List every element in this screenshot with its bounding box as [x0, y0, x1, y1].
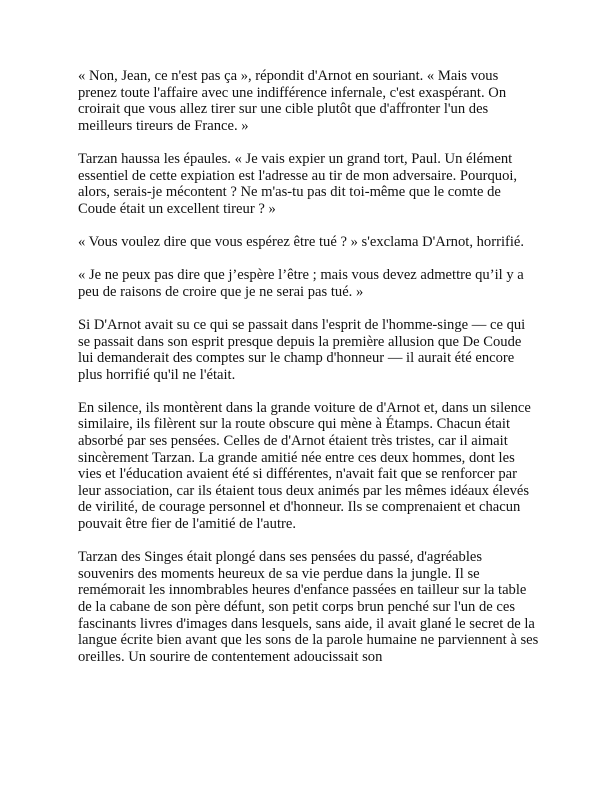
paragraph-3: « Vous voulez dire que vous espérez être tué ? » s'exclama D'Arnot, horrifié. — [78, 233, 525, 250]
paragraph-7: Tarzan des Singes était plongé dans ses pensées du passé, d'agréables souvenirs des moments heureux de sa vie perdue dans la jungle. Il se remémorait les innombrables heures d'enfance passées en tailleur sur la table de la cabane de son père défunt, son petit corps brun penché sur l'un de ces fascinants livres d'images dans lesquels, sans aide, il avait glané le secret de la langue écrite bien avant que les sons de la parole humaine ne parviennent à ses oreilles. Un sourire de contentement adoucissait son — [78, 549, 539, 665]
paragraph-4: « Je ne peux pas dire que j’espère l’être ; mais vous devez admettre qu’il y a peu de raisons de croire que je ne serai pas tué. » — [78, 267, 524, 300]
paragraph-5: Si D'Arnot avait su ce qui se passait dans l'esprit de l'homme-singe — ce qui se passait dans son esprit presque depuis la première allusion que De Coude lui demanderait des comptes sur le champ d'honneur — il aurait été encore plus horrifié qu'il ne l'était. — [78, 316, 526, 383]
paragraph-2: Tarzan haussa les épaules. « Je vais expier un grand tort, Paul. Un élément essentiel de cette expiation est l'adresse au tir de mon adversaire. Pourquoi, alors, serais-je mécontent ? Ne m'as-tu pas dit toi-même que le comte de Coude était un excellent tireur ? » — [78, 150, 518, 217]
paragraph-1: « Non, Jean, ce n'est pas ça », répondit d'Arnot en souriant. « Mais vous prenez toute l'affaire avec une indifférence infernale, c'est exaspérant. On croirait que vous allez tirer sur une cible plutôt que d'affronter l'un des meilleurs tireurs de France. » — [78, 68, 507, 134]
paragraph-6: En silence, ils montèrent dans la grande voiture de d'Arnot et, dans un silence similaire, ils filèrent sur la route obscure qui mène à Étamps. Chacun était absorbé par ses pensées. Celles de d'Arnot étaient très tristes, car il aimait sincèrement Tarzan. La grande amitié née entre ces deux hommes, dont les vies et l'éducation avaient été si différentes, n'avait fait que se renforcer par leur association, car ils étaient tous deux animés par les mêmes idéaux élevés de virilité, de courage personnel et d'honneur. Ils se comprenaient et chacun pouvait être fier de l'amitié de l'autre. — [78, 399, 531, 533]
